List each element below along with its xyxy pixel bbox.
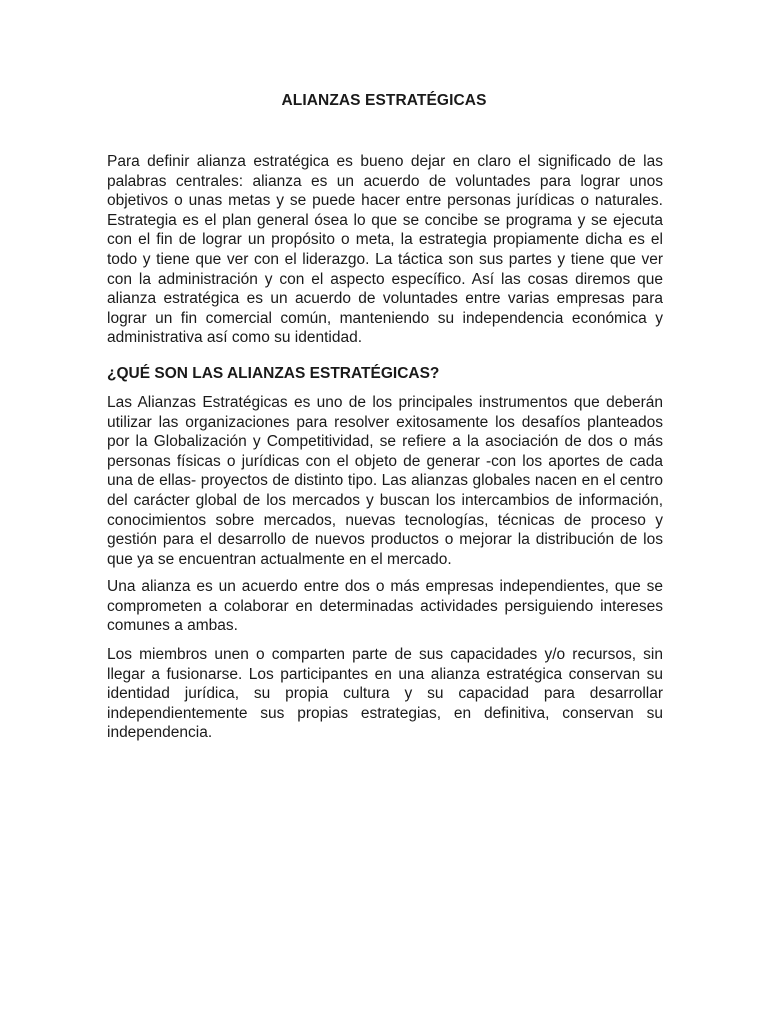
intro-paragraph: Para definir alianza estratégica es bueno dejar en claro el significado de las palabras centrales: alianza es un acuerdo de voluntades para lograr unos objetivos o unas metas y se puede hacer entre personas jurídicas o naturales. Estrategia es el plan general ósea lo que se concibe se programa y se ejecuta con el fin de lograr un propósito o meta, la estrategia propiamente dicha es el todo y tiene que ver con el liderazgo. La táctica son sus partes y tiene que ver con la administración y con el aspecto específico. Así las cosas diremos que alianza estratégica es un acuerdo de voluntades entre varias empresas para lograr un fin comercial común, manteniendo su independencia económica y administrativa así como su identidad.: [107, 153, 663, 347]
document-title: ALIANZAS ESTRATÉGICAS: [281, 92, 487, 109]
section-heading: ¿QUÉ SON LAS ALIANZAS ESTRATÉGICAS?: [107, 365, 440, 382]
body-paragraph-1: Las Alianzas Estratégicas es uno de los principales instrumentos que deberán utilizar las organizaciones para resolver exitosamente los desafíos planteados por la Globalización y Competitividad, se refiere a la asociación de dos o más personas físicas o jurídicas con el objeto de generar -con los aportes de cada una de ellas- proyectos de distinto tipo. Las alianzas globales nacen en el centro del carácter global de los mercados y buscan los intercambios de información, conocimientos sobre mercados, nuevas tecnologías, técnicas de proceso y gestión para el desarrollo de nuevos productos o mejorar la distribución de los que ya se encuentran actualmente en el mercado.: [107, 394, 663, 568]
body-paragraph-2: Una alianza es un acuerdo entre dos o más empresas independientes, que se comprometen a colaborar en determinadas actividades persiguiendo intereses comunes a ambas.: [107, 578, 663, 635]
body-paragraph-3: Los miembros unen o comparten parte de sus capacidades y/o recursos, sin llegar a fusionarse. Los participantes en una alianza estratégica conservan su identidad jurídica, su propia cultura y su capacidad para desarrollar independientemente sus propias estrategias, en definitiva, conservan su independencia.: [107, 646, 663, 742]
